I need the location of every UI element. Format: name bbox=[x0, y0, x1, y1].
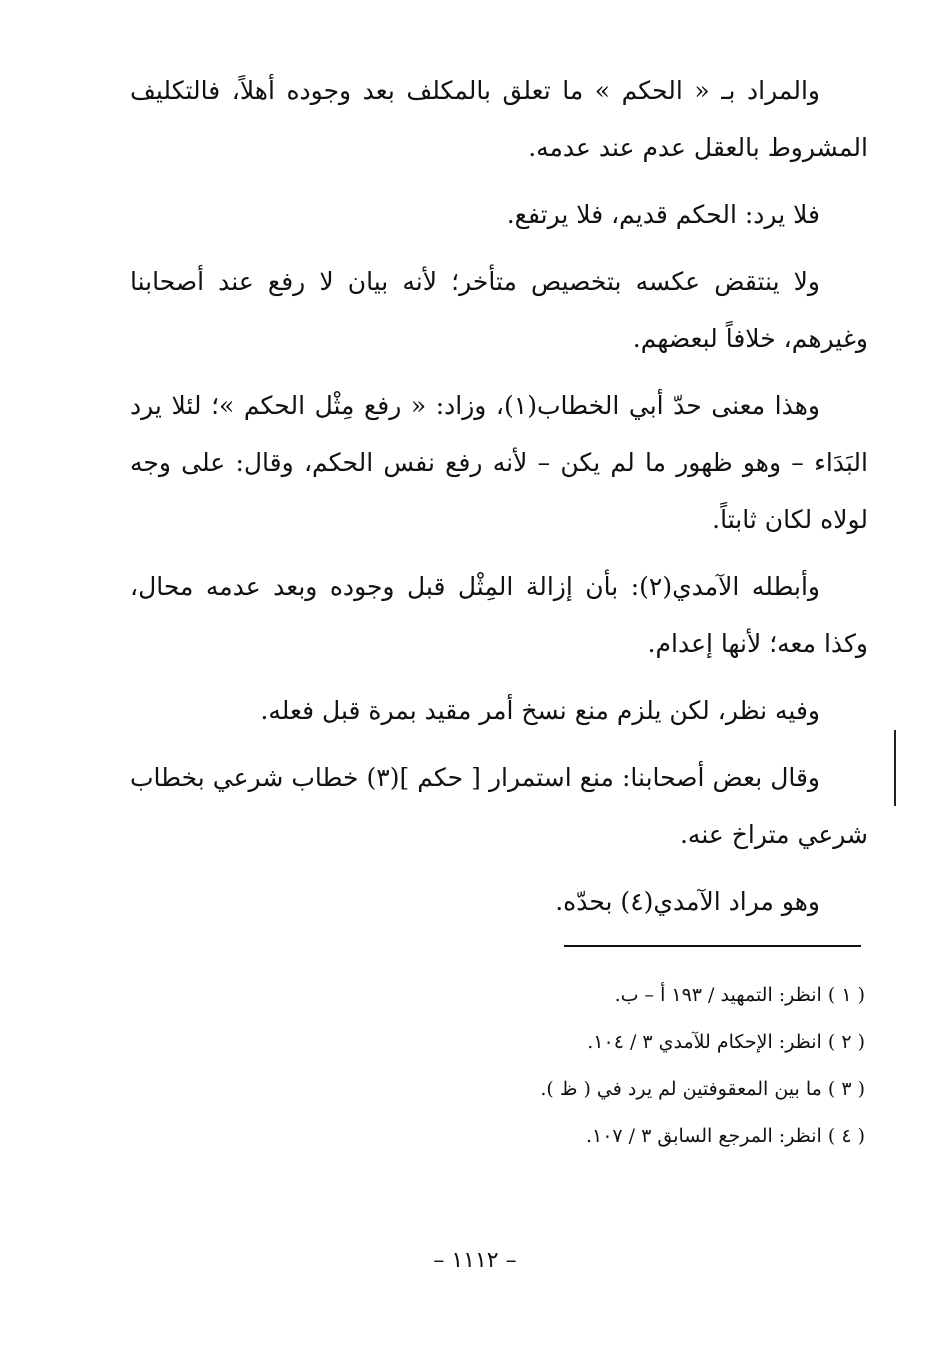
paragraph: والمراد بـ « الحكم » ما تعلق بالمكلف بعد وجوده أهلاً، فالتكليف المشروط بالعقل عدم عند عدمه. bbox=[130, 76, 868, 162]
footnote-4: ( ٤ ) انظر: المرجع السابق ٣ / ١٠٧. bbox=[585, 1125, 865, 1147]
footnote-1: ( ١ ) انظر: التمهيد / ١٩٣ أ – ب. bbox=[614, 984, 865, 1006]
paragraph: وهذا معنى حدّ أبي الخطاب(١)، وزاد: « رفع مِثْل الحكم »؛ لئلا يرد البَدَاء – وهو ظهور ما لم يكن – لأنه رفع نفس الحكم، وقال: على وجه لولاه لكان ثابتاً. bbox=[130, 391, 868, 534]
footnote-3: ( ٣ ) ما بين المعقوفتين لم يرد في ( ظ ). bbox=[540, 1078, 865, 1100]
page-number: – ١١١٢ – bbox=[433, 1248, 517, 1273]
main-text bbox=[130, 62, 868, 940]
footnotes bbox=[480, 972, 865, 1160]
paragraph: وفيه نظر، لكن يلزم منع نسخ أمر مقيد بمرة قبل فعله. bbox=[260, 696, 820, 725]
paragraph: وهو مراد الآمدي(٤) بحدّه. bbox=[555, 887, 820, 916]
margin-marker-line bbox=[894, 730, 896, 806]
paragraph: وأبطله الآمدي(٢): بأن إزالة المِثْل قبل وجوده وبعد عدمه محال، وكذا معه؛ لأنها إعدام. bbox=[130, 572, 868, 658]
footnote-2: ( ٢ ) انظر: الإحكام للآمدي ٣ / ١٠٤. bbox=[587, 1031, 865, 1053]
paragraph: ولا ينتقض عكسه بتخصيص متأخر؛ لأنه بيان لا رفع عند أصحابنا وغيرهم، خلافاً لبعضهم. bbox=[130, 267, 868, 353]
footnote-separator bbox=[564, 945, 861, 947]
paragraph: وقال بعض أصحابنا: منع استمرار [ حكم ](٣) خطاب شرعي بخطاب شرعي متراخ عنه. bbox=[130, 763, 868, 849]
paragraph: فلا يرد: الحكم قديم، فلا يرتفع. bbox=[506, 200, 820, 229]
